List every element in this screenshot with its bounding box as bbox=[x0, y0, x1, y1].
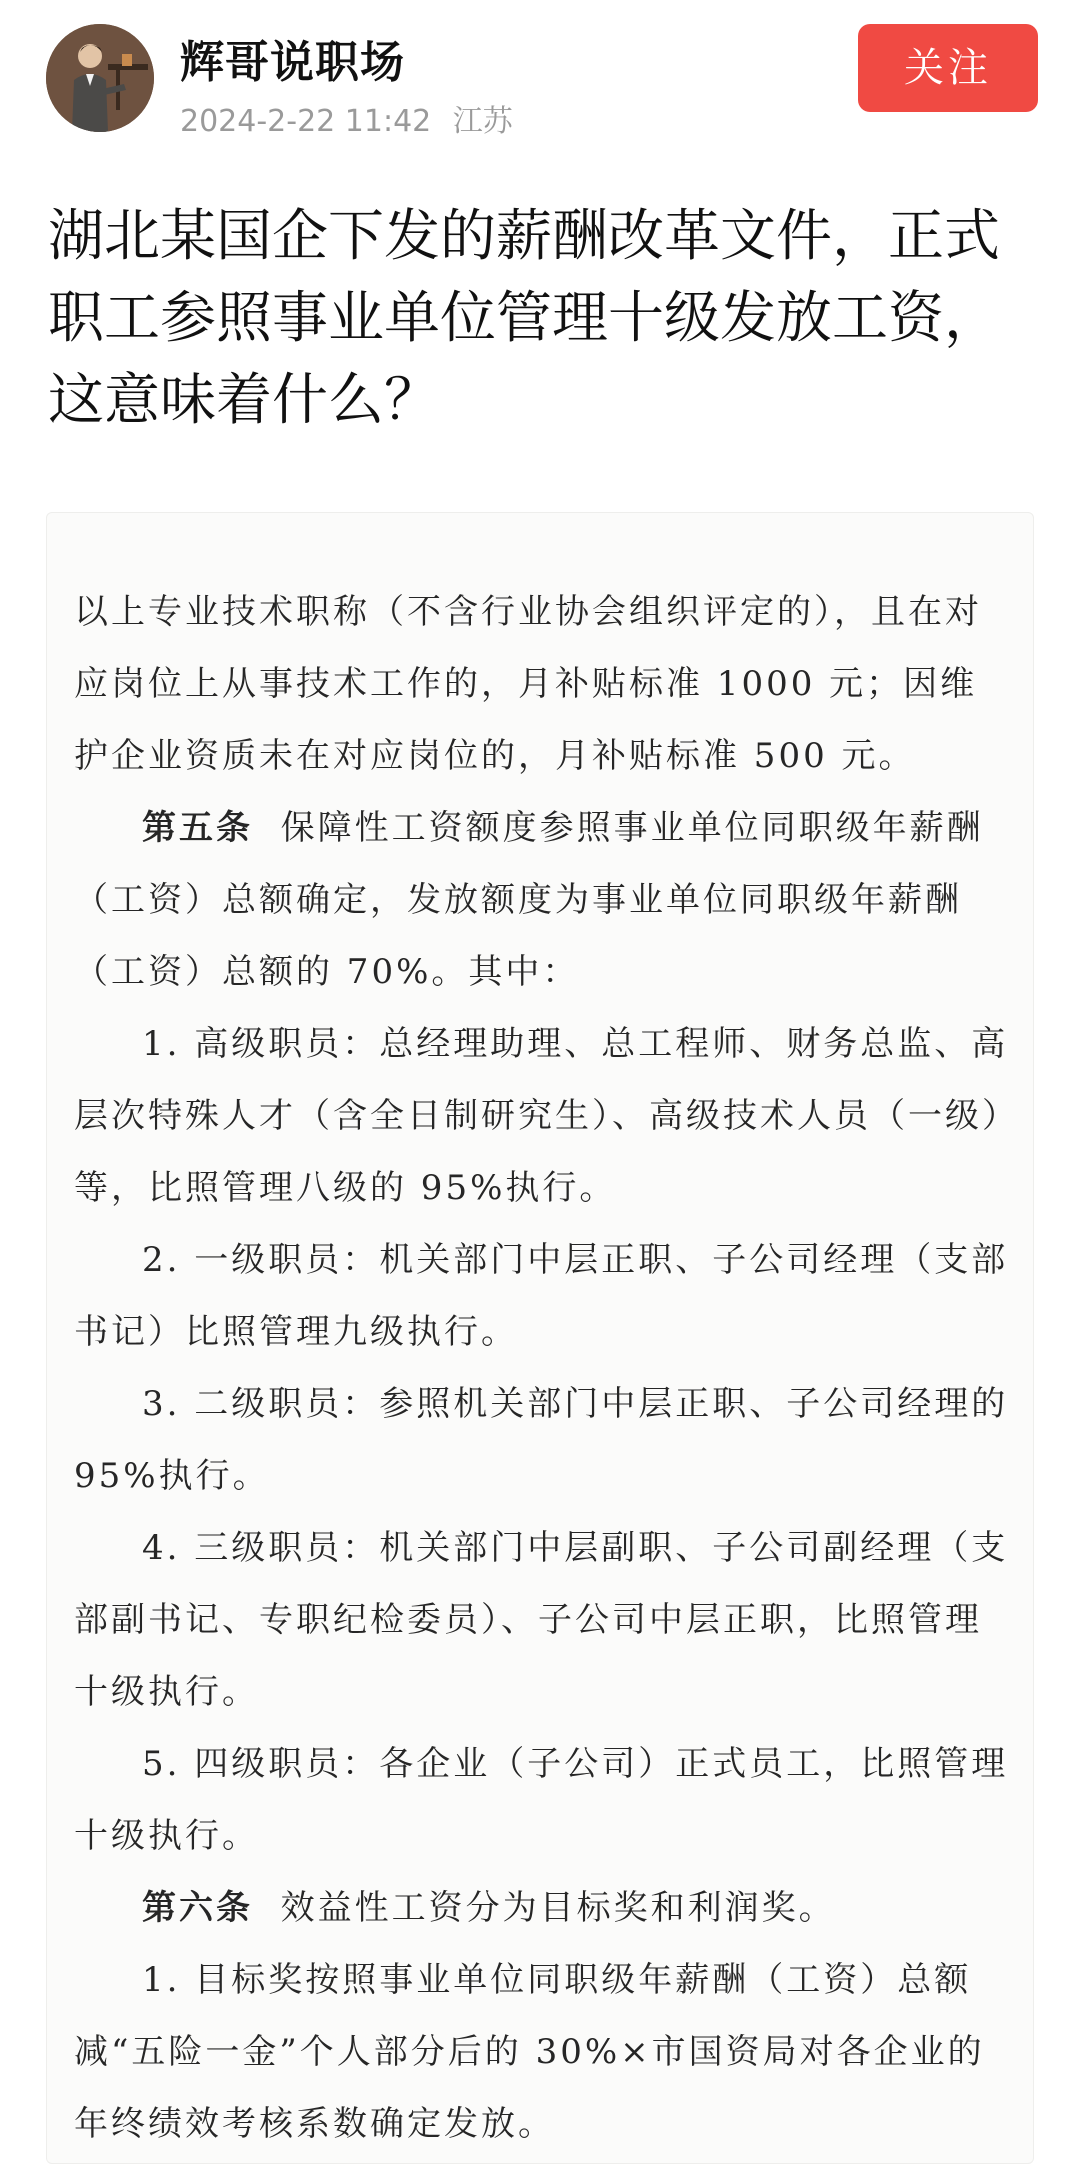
avatar[interactable] bbox=[46, 24, 154, 132]
document-image[interactable] bbox=[46, 512, 1034, 2164]
doc-article-heading: 第六条 bbox=[142, 1888, 253, 1928]
document-text bbox=[74, 576, 1010, 2160]
post-title: 湖北某国企下发的薪酬改革文件，正式职工参照事业单位管理十级发放工资，这意味着什么？ bbox=[48, 204, 1000, 433]
post-date: 2024-2-22 11:42 bbox=[180, 104, 432, 139]
doc-paragraph: 以上专业技术职称（不含行业协会组织评定的），且在对应岗位上从事技术工作的，月补贴标准 1000 元；因维护企业资质未在对应岗位的，月补贴标准 500 元。 bbox=[74, 592, 982, 776]
doc-paragraph: 第六条 效益性工资分为目标奖和利润奖。 bbox=[142, 1888, 836, 1928]
doc-paragraph: 第五条 保障性工资额度参照事业单位同职级年薪酬（工资）总额确定，发放额度为事业单位同职级年薪酬（工资）总额的 70%。其中： bbox=[74, 808, 984, 992]
doc-paragraph: 4. 三级职员：机关部门中层副职、子公司副经理（支部副书记、专职纪检委员）、子公司中层正职，比照管理十级执行。 bbox=[74, 1528, 1009, 1712]
post-header bbox=[0, 0, 1080, 170]
doc-paragraph: 1. 目标奖按照事业单位同职级年薪酬（工资）总额减“五险一金”个人部分后的 30%×市国资局对各企业的年终绩效考核系数确定发放。 bbox=[74, 1960, 985, 2144]
doc-paragraph: 2. 一级职员：机关部门中层正职、子公司经理（支部书记）比照管理九级执行。 bbox=[74, 1240, 1009, 1352]
post-location: 江苏 bbox=[452, 104, 513, 139]
doc-paragraph: 3. 二级职员：参照机关部门中层正职、子公司经理的 95%执行。 bbox=[74, 1384, 1009, 1496]
doc-article-heading: 第五条 bbox=[142, 808, 253, 848]
doc-paragraph: 5. 四级职员：各企业（子公司）正式员工，比照管理十级执行。 bbox=[74, 1744, 1009, 1856]
person-portrait-avatar-icon bbox=[46, 24, 154, 132]
author-name[interactable]: 辉哥说职场 bbox=[180, 37, 405, 88]
follow-button[interactable]: 关注 bbox=[858, 24, 1038, 112]
doc-paragraph: 1. 高级职员：总经理助理、总工程师、财务总监、高层次特殊人才（含全日制研究生）、高级技术人员（一级）等，比照管理八级的 95%执行。 bbox=[74, 1024, 1009, 1208]
post-meta bbox=[180, 96, 513, 140]
